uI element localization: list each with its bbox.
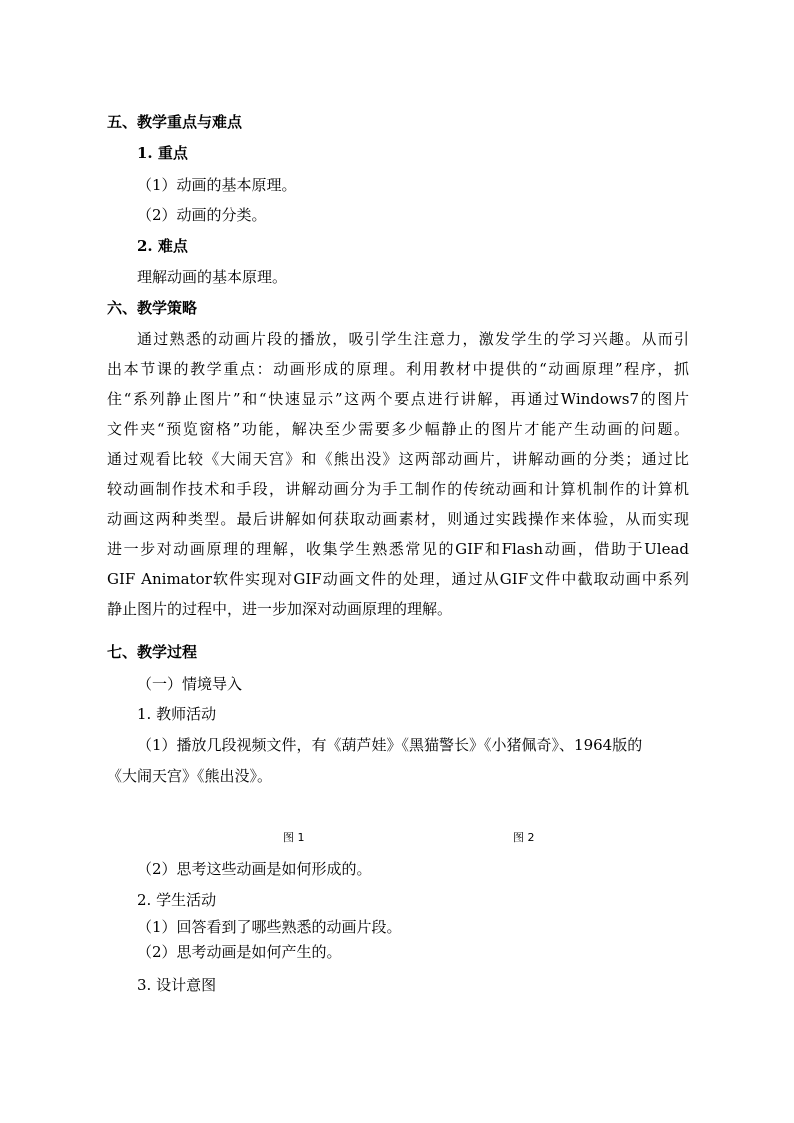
strategy-line: 住“系列静止图片”和“快速显示”这两个要点进行讲解，再通过Windows7的图片: [107, 390, 689, 408]
teacher-item-2: （2）思考这些动画是如何形成的。: [137, 860, 372, 878]
section6-heading: 六、教学策略: [107, 299, 198, 317]
figure-2-caption: 图 2: [513, 831, 535, 844]
strategy-line: 通过观看比较《大闹天宫》和《熊出没》这两部动画片，讲解动画的分类；通过比: [107, 450, 689, 468]
strategy-paragraph: [107, 324, 689, 624]
situation-intro-title: （一）情境导入: [137, 675, 243, 693]
teacher-activity-title: 1. 教师活动: [137, 705, 217, 723]
key-points-title: 1. 重点: [137, 144, 188, 162]
section7-heading: 七、教学过程: [107, 643, 198, 661]
student-item-1: （1）回答看到了哪些熟悉的动画片段。: [137, 918, 402, 936]
student-activity-title: 2. 学生活动: [137, 891, 217, 909]
key-point-item-1: （1）动画的基本原理。: [137, 176, 297, 194]
teacher-item-1-line-2: 《大闹天宫》《熊出没》。: [107, 767, 273, 785]
strategy-line: 动画这两种类型。最后讲解如何获取动画素材，则通过实践操作来体验，从而实现: [107, 510, 689, 528]
strategy-line: 通过熟悉的动画片段的播放，吸引学生注意力，激发学生的学习兴趣。从而引: [137, 330, 689, 348]
strategy-line: 静止图片的过程中，进一步加深对动画原理的理解。: [107, 600, 453, 618]
key-point-item-2: （2）动画的分类。: [137, 206, 267, 224]
difficult-points-title: 2. 难点: [137, 237, 188, 255]
difficult-point-text: 理解动画的基本原理。: [137, 268, 288, 286]
figure-1-caption: 图 1: [283, 831, 305, 844]
strategy-line: 较动画制作技术和手段，讲解动画分为手工制作的传统动画和计算机制作的计算机: [107, 480, 689, 498]
strategy-line: 文件夹“预览窗格”功能，解决至少需要多少幅静止的图片才能产生动画的问题。: [107, 420, 689, 438]
teacher-item-1-line-1: （1）播放几段视频文件，有《葫芦娃》《黑猫警长》《小猪佩奇》、1964版的: [137, 736, 643, 754]
design-intent-title: 3. 设计意图: [137, 976, 217, 994]
section5-heading: 五、教学重点与难点: [107, 113, 243, 131]
strategy-line: 进一步对动画原理的理解，收集学生熟悉常见的GIF和Flash动画，借助于Ulead: [107, 540, 689, 558]
student-item-2: （2）思考动画是如何产生的。: [137, 943, 342, 961]
strategy-line: 出本节课的教学重点：动画形成的原理。利用教材中提供的“动画原理”程序，抓: [107, 360, 689, 378]
strategy-line: GIF Animator软件实现对GIF动画文件的处理，通过从GIF文件中截取动画中系列: [107, 570, 689, 588]
